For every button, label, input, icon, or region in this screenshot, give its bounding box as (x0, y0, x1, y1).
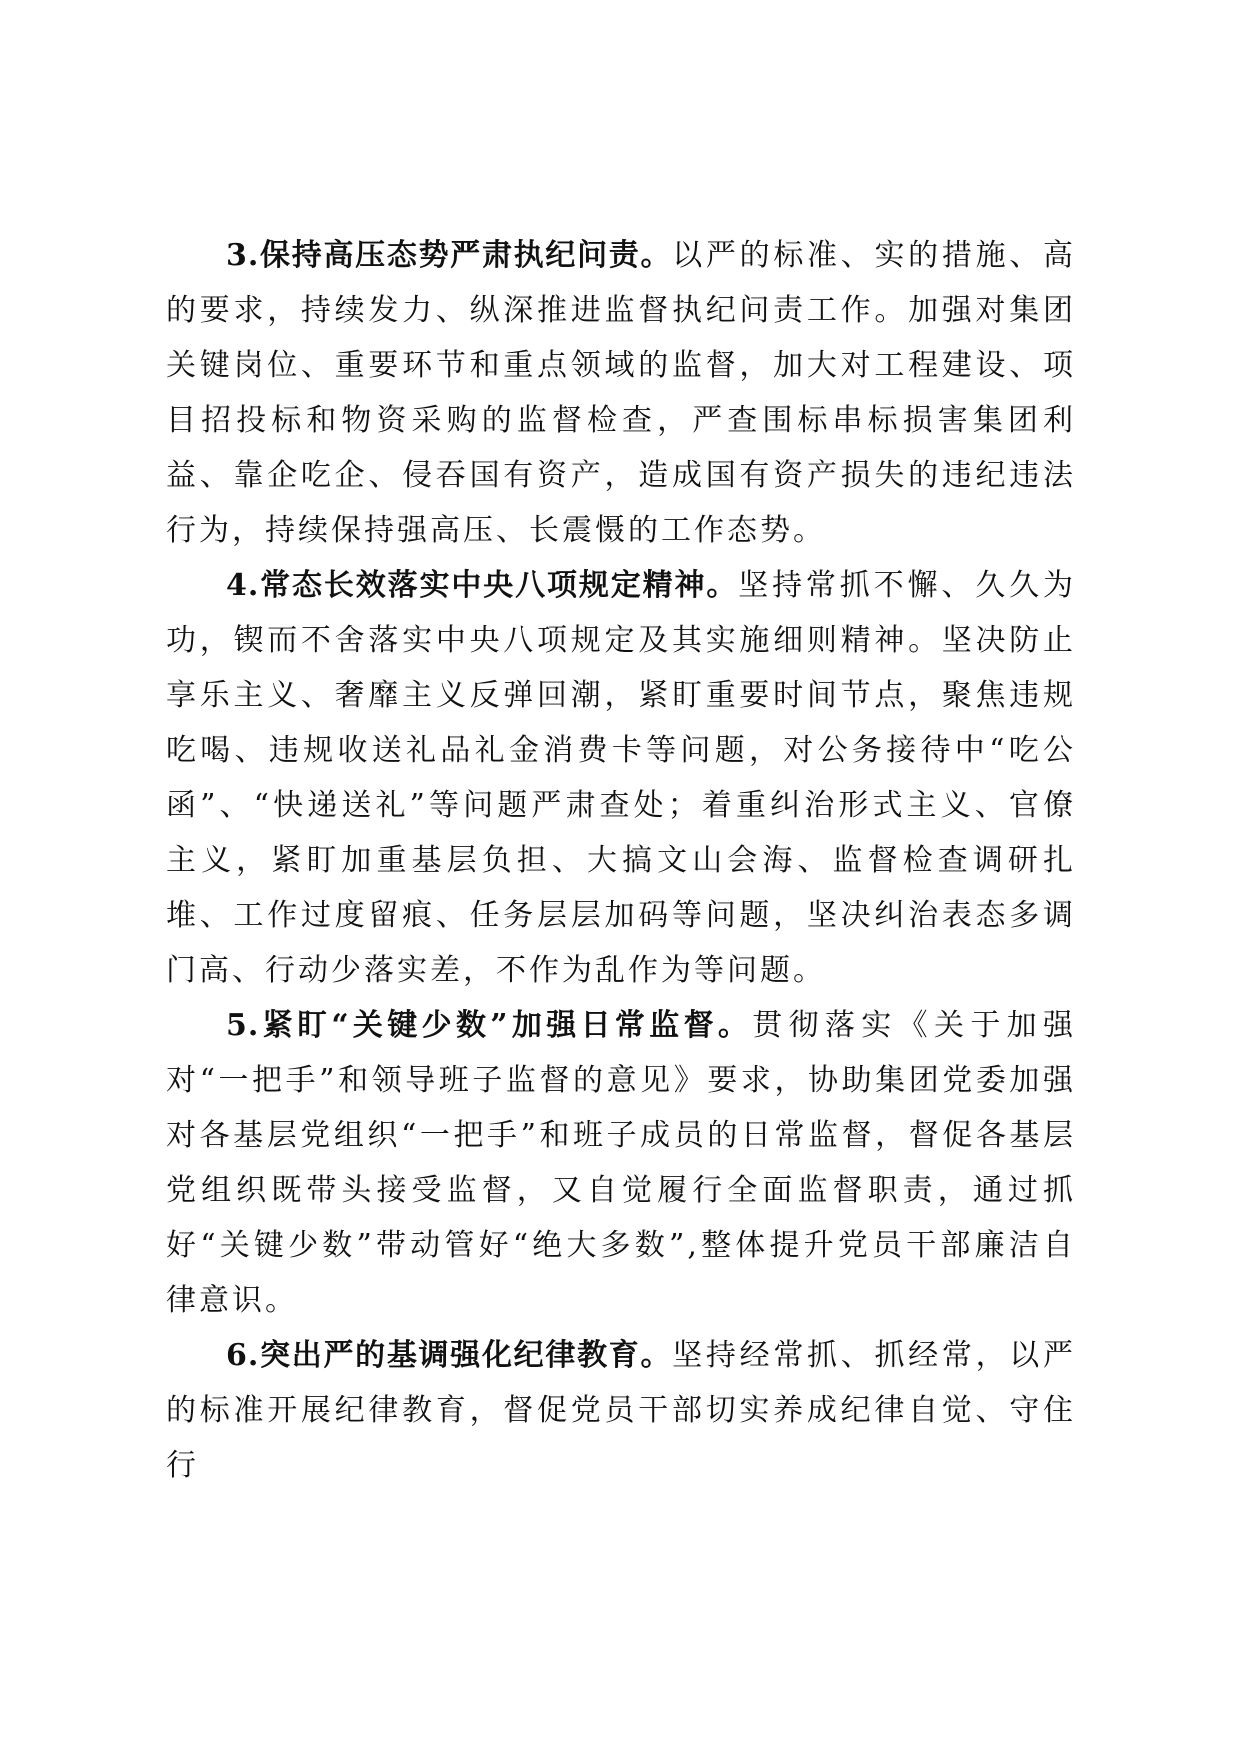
paragraph-heading: 3.保持高压态势严肃执纪问责。 (226, 238, 673, 273)
document-body (166, 228, 1076, 1493)
paragraph-5 (166, 998, 1076, 1328)
paragraph-text: 坚持经常抓、抓经常，以严的标准开展纪律教育，督促党员干部切实养成纪律自觉、守住行 (166, 1338, 1076, 1483)
paragraph-text: 坚持常抓不懈、久久为功，锲而不舍落实中央八项规定及其实施细则精神。坚决防止享乐主义、奢靡主义反弹回潮，紧盯重要时间节点，聚焦违规吃喝、违规收送礼品礼金消费卡等问题，对公务接待中“吃公函”、“快递送礼”等问题严肃查处；着重纠治形式主义、官僚主义，紧盯加重基层负担、大搞文山会海、监督检查调研扎堆、工作过度留痕、任务层层加码等问题，坚决纠治表态多调门高、行动少落实差，不作为乱作为等问题。 (166, 568, 1077, 988)
paragraph-heading: 4.常态长效落实中央八项规定精神。 (226, 568, 739, 603)
paragraph-heading: 5.紧盯“关键少数”加强日常监督。 (226, 1008, 753, 1043)
paragraph-3 (166, 228, 1076, 558)
paragraph-4 (166, 558, 1076, 998)
paragraph-text: 贯彻落实《关于加强对“一把手”和领导班子监督的意见》要求，协助集团党委加强对各基层党组织“一把手”和班子成员的日常监督，督促各基层党组织既带头接受监督，又自觉履行全面监督职责，通过抓好“关键少数”带动管好“绝大多数”,整体提升党员干部廉洁自律意识。 (166, 1008, 1076, 1318)
paragraph-6 (166, 1328, 1076, 1493)
paragraph-heading: 6.突出严的基调强化纪律教育。 (226, 1338, 673, 1373)
paragraph-text: 以严的标准、实的措施、高的要求，持续发力、纵深推进监督执纪问责工作。加强对集团关键岗位、重要环节和重点领域的监督，加大对工程建设、项目招投标和物资采购的监督检查，严查围标串标损害集团利益、靠企吃企、侵吞国有资产，造成国有资产损失的违纪违法行为，持续保持强高压、长震慑的工作态势。 (166, 238, 1076, 548)
